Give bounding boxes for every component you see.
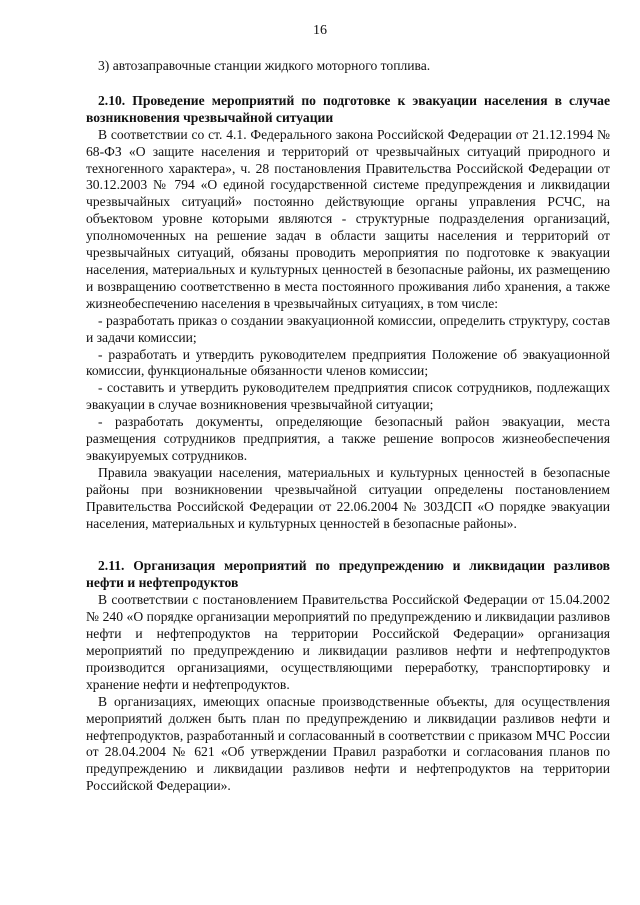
section-2-10-list-item-1: - разработать приказ о создании эвакуационной комиссии, определить структуру, состав и задачи комиссии; <box>86 312 610 345</box>
section-2-11-paragraph-1: В соответствии с постановлением Правительства Российской Федерации от 15.04.2002 № 240 «О порядке организации мероприятий по предупреждению и ликвидации разливов нефти и нефтепродуктов на территории Российской Федерации» организация мероприятий по предупреждению и ликвидации разливов нефти и нефтепродуктов производится организациями, осуществляющими переработку, транспортировку и хранение нефти и нефтепродуктов. <box>86 592 610 692</box>
section-2-11-paragraph-2: В организациях, имеющих опасные производственные объекты, для осуществления мероприятий должен быть план по предупреждению и ликвидации разливов нефти и нефтепродуктов, разработанный и согласованный в соответствии с приказом МЧС России от 28.04.2004 № 621 «Об утверждении Правил разработки и согласования планов по предупреждению и ликвидации разливов нефти и нефтепродуктов на территории Российской Федерации». <box>86 693 610 794</box>
page-content <box>86 58 610 795</box>
section-2-10-list-item-3: - составить и утвердить руководителем предприятия список сотрудников, подлежащих эвакуации в случае возникновения чрезвычайной ситуации; <box>86 380 610 413</box>
section-2-10-paragraph-2: Правила эвакуации населения, материальных и культурных ценностей в безопасные районы при возникновении чрезвычайной ситуации определены постановлением Правительства Российской Федерации от 22.06.2004 № 303ДСП «О порядке эвакуации населения, материальных и культурных ценностей в безопасные районы». <box>86 464 610 531</box>
page-number: 16 <box>313 23 327 38</box>
section-2-10-list-item-2: - разработать и утвердить руководителем предприятия Положение об эвакуационной комиссии, функциональные обязанности членов комиссии; <box>86 346 610 379</box>
list-item-3: 3) автозаправочные станции жидкого моторного топлива. <box>98 58 431 73</box>
section-2-11-heading: 2.11. Организация мероприятий по предупреждению и ликвидации разливов нефти и нефтепродуктов <box>86 558 610 591</box>
section-2-10-list-item-4: - разработать документы, определяющие безопасный район эвакуации, места размещения сотрудников предприятия, а также решение вопросов жизнеобеспечения эвакуируемых сотрудников. <box>86 414 610 463</box>
section-spacer <box>86 532 610 558</box>
section-2-10-paragraph-1: В соответствии со ст. 4.1. Федерального закона Российской Федерации от 21.12.1994 № 68-ФЗ «О защите населения и территорий от чрезвычайных ситуаций природного и техногенного характера», ч. 28 постановления Правительства Российской Федерации от 30.12.2003 № 794 «О единой государственной системе предупреждения и ликвидации чрезвычайных ситуаций» постоянно действующие органы управления РСЧС, на объектовом уровне которыми являются - структурные подразделения организаций, уполномоченных на решение задач в области защиты населения и территорий от чрезвычайных ситуаций, обязаны проводить мероприятия по подготовке к эвакуации населения, материальных и культурных ценностей в безопасные районы, их размещению и возвращению соответственно в места постоянного проживания либо хранения, а также жизнеобеспечению населения в чрезвычайных ситуациях, в том числе: <box>86 126 610 311</box>
section-2-10-heading: 2.10. Проведение мероприятий по подготовке к эвакуации населения в случае возникновения чрезвычайной ситуации <box>86 92 610 125</box>
